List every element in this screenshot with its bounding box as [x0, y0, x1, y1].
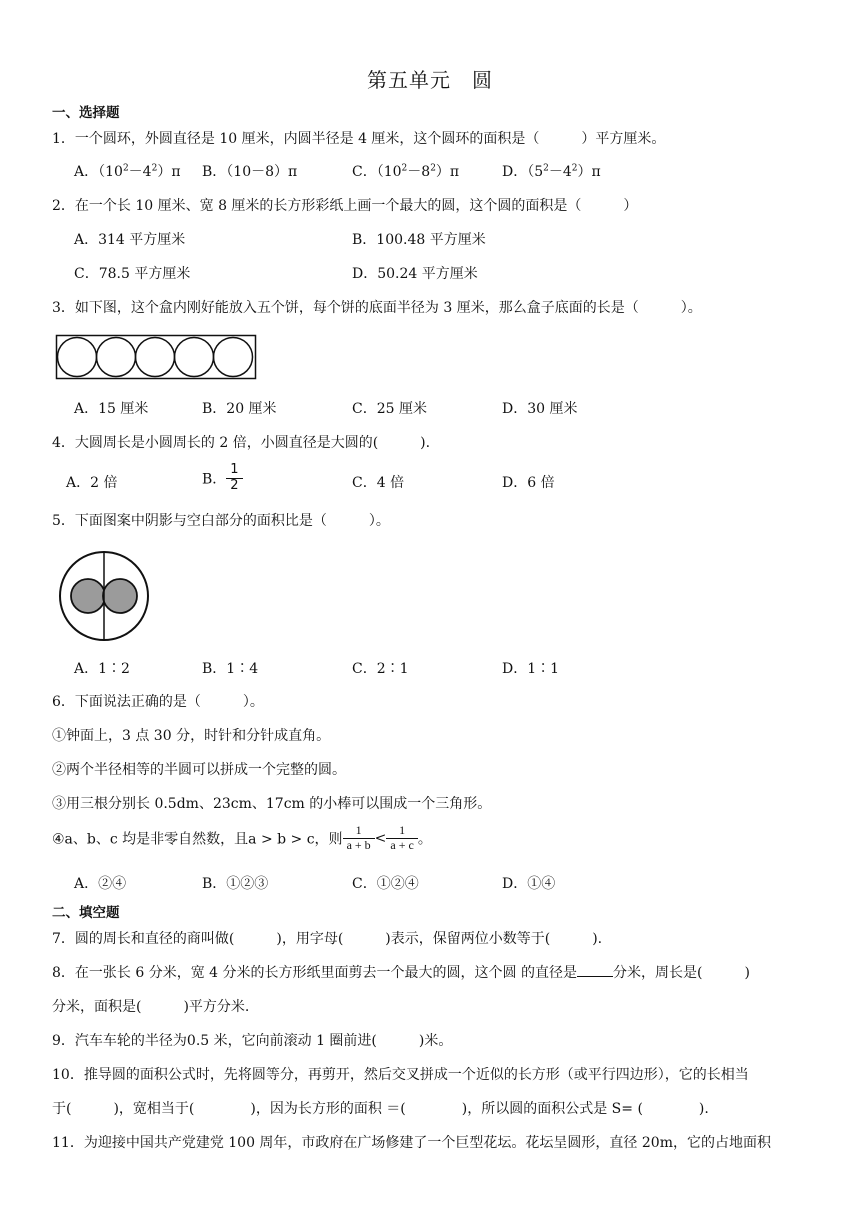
q6-option-d: D．①④: [502, 876, 556, 892]
q4-option-c: C．4 倍: [352, 475, 405, 491]
question-5: 5．下面图案中阴影与空白部分的面积比是（ ）。: [52, 513, 390, 529]
question-8-line-1: 8．在一张长 6 分米，宽 4 分米的长方形纸里面剪去一个最大的圆，这个圆 的直径是 分米，周长是( ): [52, 965, 750, 981]
q6-statement-2: ②两个半径相等的半圆可以拼成一个完整的圆。: [52, 762, 346, 778]
q3-box-figure: [55, 334, 257, 380]
q6-statement-1: ①钟面上，3 点 30 分，时针和分针成直角。: [52, 728, 331, 744]
question-2: 2．在一个长 10 厘米、宽 8 厘米的长方形彩纸上画一个最大的圆，这个圆的面积是（ ）: [52, 198, 638, 214]
q5-option-d: D．1∶1: [502, 661, 560, 677]
q2-option-a: A．314 平方厘米: [74, 232, 186, 248]
q6-fraction-2: $\frac{1}{a + c}$: [386, 824, 417, 853]
q4-fraction: $\frac{1}{2}$: [226, 463, 242, 494]
q1-option-a: A．$(10^2-4^2)\pi$: [74, 163, 181, 180]
question-1: 1．一个圆环，外圆直径是 10 厘米，内圆半径是 4 厘米，这个圆环的面积是（ ）平方厘米。: [52, 131, 666, 147]
q6-option-c: C．①②④: [352, 876, 419, 892]
question-6: 6．下面说法正确的是（ ）。: [52, 694, 264, 710]
q2-option-c: C．78.5 平方厘米: [74, 266, 191, 282]
question-10-line-2: 于( )，宽相当于( )，因为长方形的面积 ＝( )，所以圆的面积公式是 S= ( ).: [52, 1101, 709, 1117]
q3-option-b: B．20 厘米: [202, 401, 277, 417]
q6-statement-3: ③用三根分别长 0.5dm、23cm、17cm 的小棒可以围成一个三角形。: [52, 796, 492, 812]
question-4: 4．大圆周长是小圆周长的 2 倍，小圆直径是大圆的( ).: [52, 435, 431, 451]
page-title: 第五单元 圆: [367, 68, 493, 92]
q6-statement-4: ④a、b、c 均是非零自然数，且a > b > c，则 $\frac{1}{a + b}$ < $\frac{1}{a + c}$ 。: [52, 823, 432, 852]
question-8-line-2: 分米，面积是( )平方分米.: [52, 999, 250, 1015]
q1-option-d: D．$(5^2-4^2)\pi$: [502, 163, 601, 180]
question-3: 3．如下图，这个盒内刚好能放入五个饼，每个饼的底面半径为 3 厘米，那么盒子底面的长是（ ）。: [52, 300, 702, 316]
q8-answer-blank[interactable]: [577, 964, 613, 977]
question-9: 9．汽车车轮的半径为0.5 米，它向前滚动 1 圈前进( )米。: [52, 1033, 453, 1049]
q4-option-b: B． $\frac{1}{2}$: [202, 463, 243, 494]
q6-option-b: B．①②③: [202, 876, 269, 892]
q3-option-c: C．25 厘米: [352, 401, 427, 417]
q5-option-c: C．2∶1: [352, 661, 409, 677]
question-10-line-1: 10．推导圆的面积公式时，先将圆等分，再剪开，然后交叉拼成一个近似的长方形（或平行四边形），它的长相当: [52, 1067, 749, 1083]
q5-option-b: B．1∶4: [202, 661, 259, 677]
q6-fraction-1: $\frac{1}{a + b}$: [343, 824, 375, 853]
q2-option-b: B．100.48 平方厘米: [352, 232, 486, 248]
question-11: 11．为迎接中国共产党建党 100 周年，市政府在广场修建了一个巨型花坛。花坛呈圆形，直径 20m，它的占地面积: [52, 1135, 771, 1151]
q2-option-d: D．50.24 平方厘米: [352, 266, 478, 282]
question-7: 7．圆的周长和直径的商叫做( )，用字母( )表示，保留两位小数等于( ).: [52, 931, 603, 947]
q6-option-a: A．②④: [74, 876, 127, 892]
q5-circle-figure: [58, 550, 150, 642]
q1-option-b: B．（10－8）π: [202, 164, 298, 180]
q5-option-a: A．1∶2: [74, 661, 130, 677]
section-heading-choice: 一、选择题: [52, 105, 120, 121]
q3-option-a: A．15 厘米: [74, 401, 149, 417]
q3-option-d: D．30 厘米: [502, 401, 578, 417]
q4-option-d: D．6 倍: [502, 475, 555, 491]
q4-option-a: A．2 倍: [66, 475, 118, 491]
section-heading-fill: 二、填空题: [52, 905, 120, 921]
q1-option-c: C．$(10^2-8^2)\pi$: [352, 163, 460, 180]
